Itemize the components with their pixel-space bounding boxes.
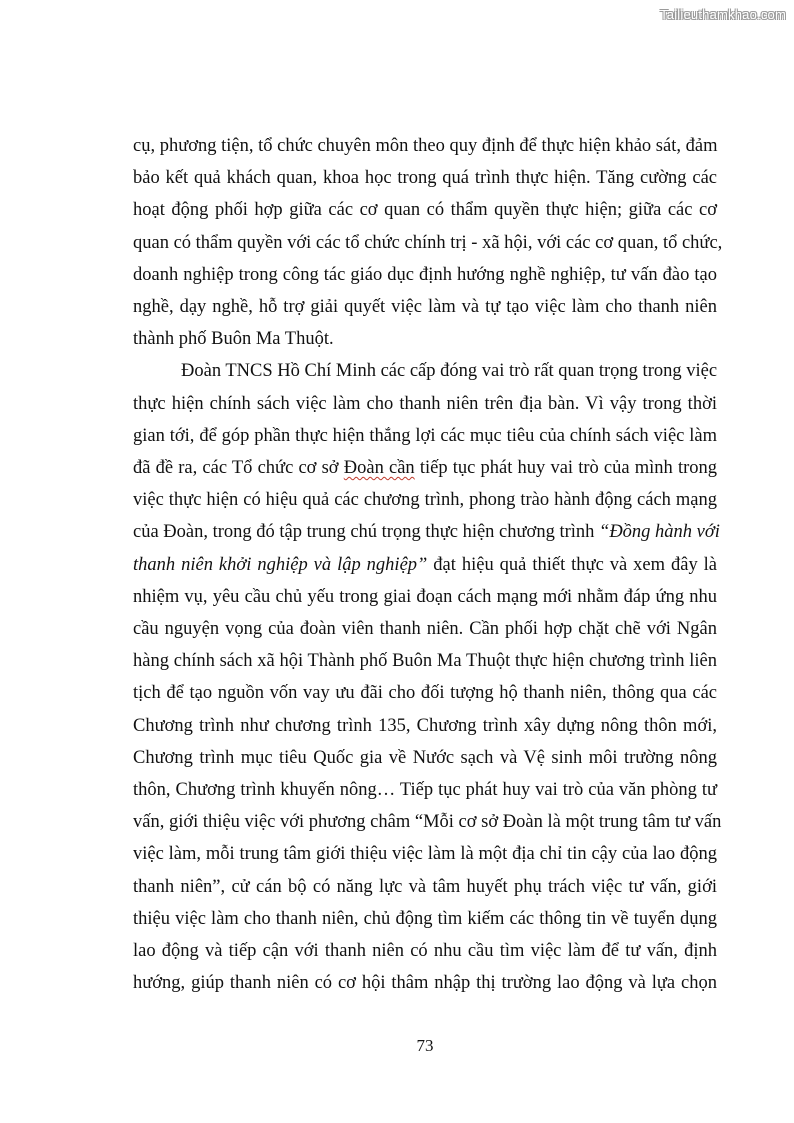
italic-program-name: “Đồng hành với xyxy=(599,522,720,543)
text-line: cầu nguyện vọng của đoàn viên thanh niên. Cần phối hợp chặt chẽ với Ngân xyxy=(133,619,717,640)
text-line: thiệu việc làm cho thanh niên, chủ động tìm kiếm các thông tin về tuyển dụng xyxy=(133,908,717,929)
text-line: quan có thẩm quyền với các tổ chức chính trị - xã hội, với các cơ quan, tổ chức, xyxy=(133,232,723,253)
text-line: gian tới, để góp phần thực hiện thắng lợi các mục tiêu của chính sách việc làm xyxy=(133,425,717,446)
page-body xyxy=(133,130,723,999)
text-line: bảo kết quả khách quan, khoa học trong quá trình thực hiện. Tăng cường các xyxy=(133,168,717,189)
text-line xyxy=(133,516,720,548)
text-line: thôn, Chương trình khuyến nông… Tiếp tục phát huy vai trò của văn phòng tư xyxy=(133,780,717,801)
text-segment: đã đề ra, các Tổ chức cơ sở xyxy=(133,458,344,479)
text-line: thành phố Buôn Ma Thuột. xyxy=(133,329,334,350)
text-line: Đoàn TNCS Hồ Chí Minh các cấp đóng vai trò rất quan trọng trong việc xyxy=(181,361,718,382)
italic-program-name: thanh niên khởi nghiệp và lập nghiệp” xyxy=(133,554,428,575)
text-line: việc thực hiện có hiệu quả các chương trình, phong trào hành động cách mạng xyxy=(133,490,717,511)
text-line: nghề, dạy nghề, hỗ trợ giải quyết việc làm và tự tạo việc làm cho thanh niên xyxy=(133,297,717,318)
text-line: hướng, giúp thanh niên có cơ hội thâm nhập thị trường lao động và lựa chọn xyxy=(133,973,717,994)
text-line: nhiệm vụ, yêu cầu chủ yếu trong giai đoạn cách mạng mới nhằm đáp ứng nhu xyxy=(133,586,717,607)
text-line: cụ, phương tiện, tổ chức chuyên môn theo quy định để thực hiện khảo sát, đảm xyxy=(133,136,718,156)
text-line xyxy=(133,452,717,484)
page-number: 73 xyxy=(416,1036,434,1055)
text-line: hoạt động phối hợp giữa các cơ quan có thẩm quyền thực hiện; giữa các cơ xyxy=(133,200,717,221)
paragraph-1 xyxy=(133,130,723,355)
text-line: việc làm, mỗi trung tâm giới thiệu việc làm là một địa chỉ tin cậy của lao động xyxy=(133,844,717,865)
text-segment: tiếp tục phát huy vai trò của mình trong xyxy=(414,458,718,479)
text-line: thanh niên”, cử cán bộ có năng lực và tâm huyết phụ trách việc tư vấn, giới xyxy=(133,876,717,897)
paragraph-2 xyxy=(133,355,722,999)
text-line: vấn, giới thiệu việc với phương châm “Mỗi cơ sở Đoàn là một trung tâm tư vấn xyxy=(133,812,722,833)
text-line: doanh nghiệp trong công tác giáo dục định hướng nghề nghiệp, tư vấn đào tạo xyxy=(133,264,717,285)
text-segment: đạt hiệu quả thiết thực và xem đây là xyxy=(427,554,718,575)
text-line: tịch để tạo nguồn vốn vay ưu đãi cho đối tượng hộ thanh niên, thông qua các xyxy=(133,683,717,704)
watermark: Tailieuthamkhao.com xyxy=(660,7,786,22)
text-line xyxy=(133,549,717,581)
text-line: Chương trình mục tiêu Quốc gia về Nước sạch và Vệ sinh môi trường nông xyxy=(133,747,717,768)
text-line: Chương trình như chương trình 135, Chương trình xây dựng nông thôn mới, xyxy=(133,715,717,736)
text-line: lao động và tiếp cận với thanh niên có nhu cầu tìm việc làm để tư vấn, định xyxy=(133,941,717,962)
text-line: hàng chính sách xã hội Thành phố Buôn Ma Thuột thực hiện chương trình liên xyxy=(133,651,717,672)
text-line: thực hiện chính sách việc làm cho thanh niên trên địa bàn. Vì vậy trong thời xyxy=(133,393,717,414)
spellcheck-marked-text: Đoàn cần xyxy=(343,458,415,479)
text-segment: của Đoàn, trong đó tập trung chú trọng thực hiện chương trình xyxy=(133,522,600,543)
